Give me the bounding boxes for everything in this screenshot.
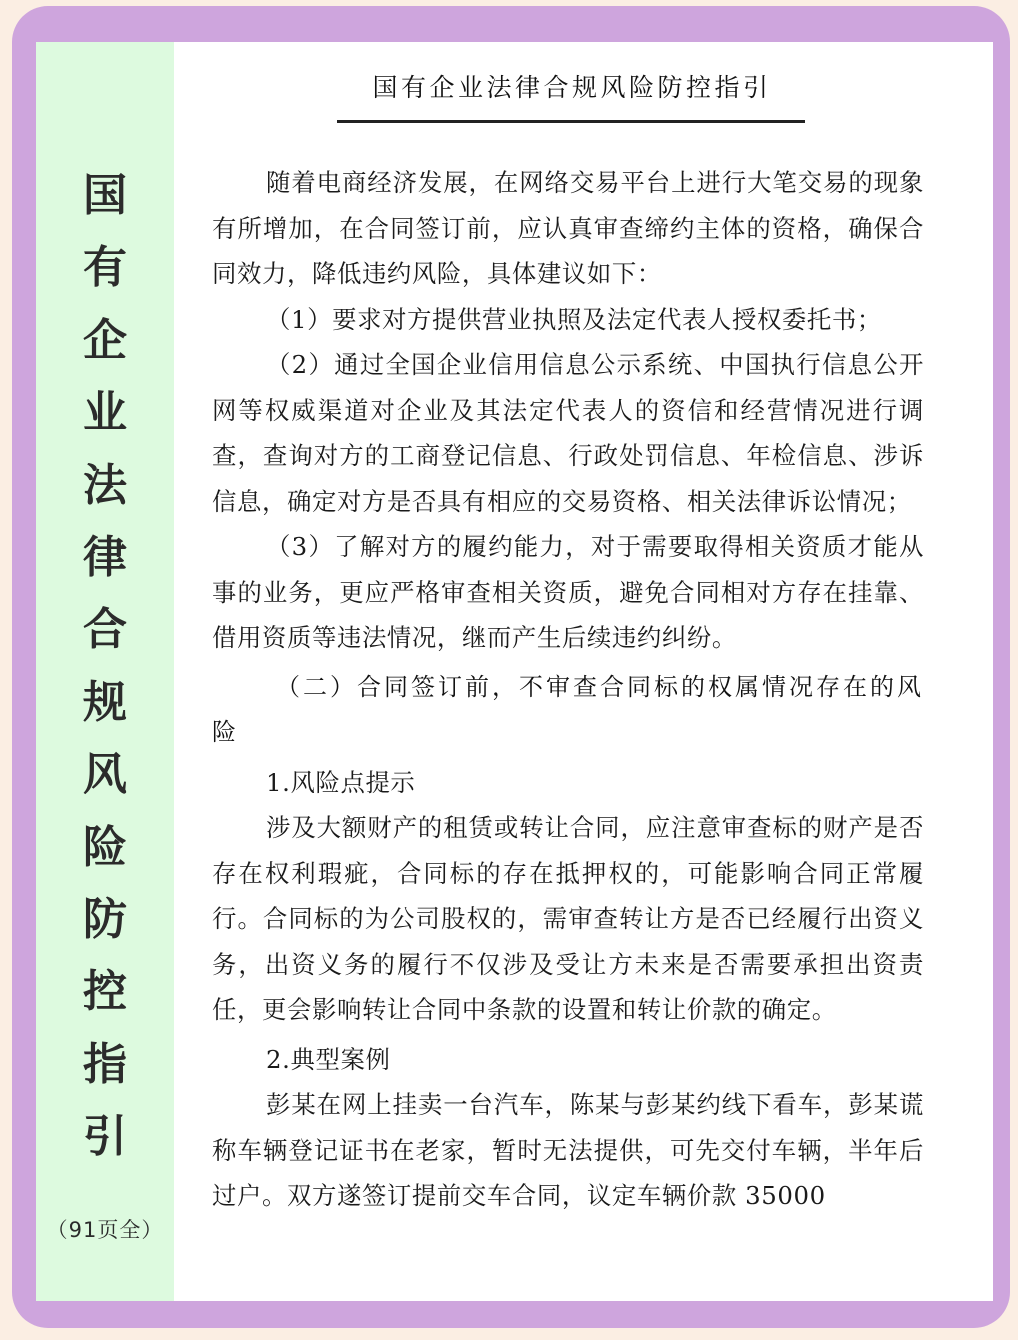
- content-card: [36, 42, 993, 1301]
- document-body: [212, 160, 924, 1219]
- title-char: 风: [83, 749, 127, 801]
- paragraph-risk-detail: 涉及大额财产的租赁或转让合同，应注意审查标的财产是否存在权利瑕疵，合同标的存在抵押权的，可能影响合同正常履行。合同标的为公司股权的，需审查转让方是否已经履行出资义务，出资义务的履行不仅涉及受让方未来是否需要承担出资责任，更会影响转让合同中条款的设置和转让价款的确定。: [212, 813, 924, 1024]
- document-page: [174, 42, 993, 1301]
- paragraph-case: 彭某在网上挂卖一台汽车，陈某与彭某约线下看车，彭某谎称车辆登记证书在老家，暂时无法提供，可先交付车辆，半年后过户。双方遂签订提前交车合同，议定车辆价款 35000: [212, 1090, 924, 1210]
- title-char: 律: [83, 531, 127, 583]
- title-char: 企: [83, 314, 127, 366]
- paragraph-item-1: （1）要求对方提供营业执照及法定代表人授权委托书；: [266, 304, 882, 334]
- header-divider: [337, 120, 805, 123]
- title-char: 国: [83, 170, 127, 221]
- title-char: 控: [83, 966, 127, 1018]
- page-count-label: （91页全）: [46, 1218, 164, 1242]
- title-char: 险: [83, 821, 127, 873]
- title-char: 规: [83, 676, 127, 728]
- sidebar: [36, 42, 174, 1301]
- vertical-title: [36, 160, 174, 1173]
- title-char: 合: [83, 604, 127, 656]
- title-char: 有: [83, 242, 127, 294]
- paragraph-item-3: （3）了解对方的履约能力，对于需要取得相关资质才能从事的业务，更应严格审查相关资质，避免合同相对方存在挂靠、借用资质等违法情况，继而产生后续违约纠纷。: [212, 532, 924, 652]
- paragraph-intro: 随着电商经济发展，在网络交易平台上进行大笔交易的现象有所增加，在合同签订前，应认真审查缔约主体的资格，确保合同效力，降低违约风险，具体建议如下：: [212, 168, 924, 288]
- title-char: 引: [83, 1111, 127, 1163]
- subheading-typical-case: 2.典型案例: [266, 1044, 391, 1074]
- document-header: 国有企业法律合规风险防控指引: [372, 73, 772, 102]
- title-char: 法: [83, 459, 127, 511]
- title-char: 防: [83, 893, 127, 945]
- subheading-risk-points: 1.风险点提示: [266, 767, 416, 797]
- paragraph-item-2: （2）通过全国企业信用信息公示系统、中国执行信息公开网等权威渠道对企业及其法定代表人的资信和经营情况进行调查，查询对方的工商登记信息、行政处罚信息、年检信息、涉诉信息，确定对方是否具有相应的交易资格、相关法律诉讼情况；: [212, 350, 924, 516]
- title-char: 指: [83, 1038, 127, 1090]
- section-heading: （二）合同签订前，不审查合同标的权属情况存在的风险: [212, 672, 924, 746]
- title-char: 业: [83, 387, 127, 439]
